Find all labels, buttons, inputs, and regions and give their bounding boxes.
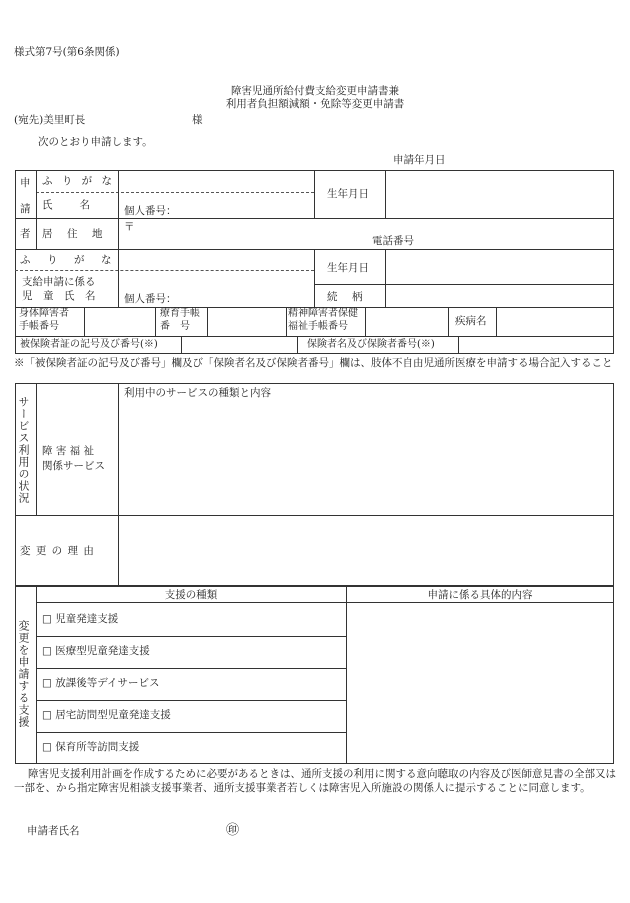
welfare-label-1: 障 害 福 祉 — [42, 445, 95, 457]
applicant-label-1: 申 — [20, 177, 31, 189]
change-reason-label: 変 更 の 理 由 — [20, 545, 95, 557]
ryoiku-label-1: 療育手帳 — [160, 308, 200, 319]
support-type-header: 支援の種類 — [164, 589, 218, 601]
signature-field[interactable] — [100, 822, 220, 838]
note-text: ※「被保険者証の記号及び番号」欄及び「保険者名及び保険者番号」欄は、肢体不自由児通所医療を申請する場合記入すること — [14, 357, 613, 369]
intro-text: 次のとおり申請します。 — [38, 136, 153, 148]
change-reason-field[interactable] — [119, 516, 613, 585]
applicant-furigana-label: ふ り が な — [42, 175, 116, 187]
child-name-label-1: 支給申請に係る — [22, 276, 96, 288]
applicant-name-field[interactable] — [119, 194, 313, 217]
child-furigana-label: ふ り が な — [20, 254, 115, 266]
applicant-address-label: 居 住 地 — [42, 228, 105, 240]
mental-cert-label-2: 福祉手帳番号 — [288, 321, 348, 332]
signature-label: 申請者氏名 — [27, 825, 80, 837]
form-number: 様式第7号(第6条関係) — [14, 46, 120, 58]
form-title-line1: 障害児通所給付費支給変更申請書兼 — [231, 85, 399, 97]
welfare-label-2: 関係サービス — [42, 460, 105, 472]
support-option-child-development[interactable]: □ 児童発達支援 — [42, 613, 119, 625]
child-birthdate-label: 生年月日 — [327, 262, 369, 274]
support-option-nursery-visit[interactable]: □ 保育所等訪問支援 — [42, 741, 140, 753]
consent-text: 障害児支援利用計画を作成するために必要があるときは、通所支援の利用に関する意向聴取の内容及び医師意見書の全部又は一部を、から指定障害児相談支援事業者、通所支援事業者若しくは障害児入所施設の関係人に提示することに同意します。 — [14, 768, 616, 794]
honorific: 様 — [192, 114, 203, 126]
applicant-label-2: 請 — [20, 203, 31, 215]
applicant-furigana-field[interactable] — [119, 171, 313, 191]
applicant-birthdate-label: 生年月日 — [327, 188, 369, 200]
applicant-label-3: 者 — [20, 228, 31, 240]
form-title-line2: 利用者負担額減額・免除等変更申請書 — [225, 98, 405, 110]
support-option-home-visit-child-development[interactable]: □ 居宅訪問型児童発達支援 — [42, 709, 171, 721]
support-detail-header: 申請に係る具体的内容 — [427, 589, 533, 601]
seal-icon: ㊞ — [226, 823, 240, 838]
application-date-label: 申請年月日 — [393, 154, 446, 166]
applicant-name-label: 氏 名 — [42, 199, 92, 211]
postal-mark: 〒 — [124, 221, 135, 233]
child-relation-label: 続 柄 — [327, 291, 365, 303]
child-personal-number-label: 個人番号： — [124, 293, 177, 305]
insurer-label: 保険者名及び保険者番号(※) — [307, 339, 435, 350]
disease-label: 疾病名 — [455, 315, 487, 327]
applicant-phone-label: 電話番号 — [372, 235, 414, 247]
applicant-personal-number-label: 個人番号： — [124, 205, 177, 217]
support-option-medical-child-development[interactable]: □ 医療型児童発達支援 — [42, 645, 150, 657]
service-content-header: 利用中のサービスの種類と内容 — [124, 387, 271, 399]
addressee: (宛先)美里町長 — [14, 114, 86, 126]
support-option-after-school-day-service[interactable]: □ 放課後等デイサービス — [42, 677, 160, 689]
child-furigana-field[interactable] — [119, 250, 313, 269]
service-content-field[interactable] — [119, 400, 613, 514]
physical-cert-label-2: 手帳番号 — [19, 321, 59, 332]
support-detail-field[interactable] — [347, 603, 613, 763]
service-usage-section-label: サービス利用の状況 — [17, 396, 30, 504]
mental-cert-label-1: 精神障害者保健 — [288, 308, 358, 319]
insured-label: 被保険者証の記号及び番号(※) — [20, 339, 158, 350]
child-name-label-2: 児 童 氏 名 — [22, 290, 96, 302]
applicant-birthdate-field[interactable] — [386, 171, 613, 217]
ryoiku-label-2: 番 号 — [160, 321, 190, 332]
change-support-section-label: 変更を申請する支援 — [17, 620, 30, 728]
physical-cert-label-1: 身体障害者 — [19, 308, 69, 319]
